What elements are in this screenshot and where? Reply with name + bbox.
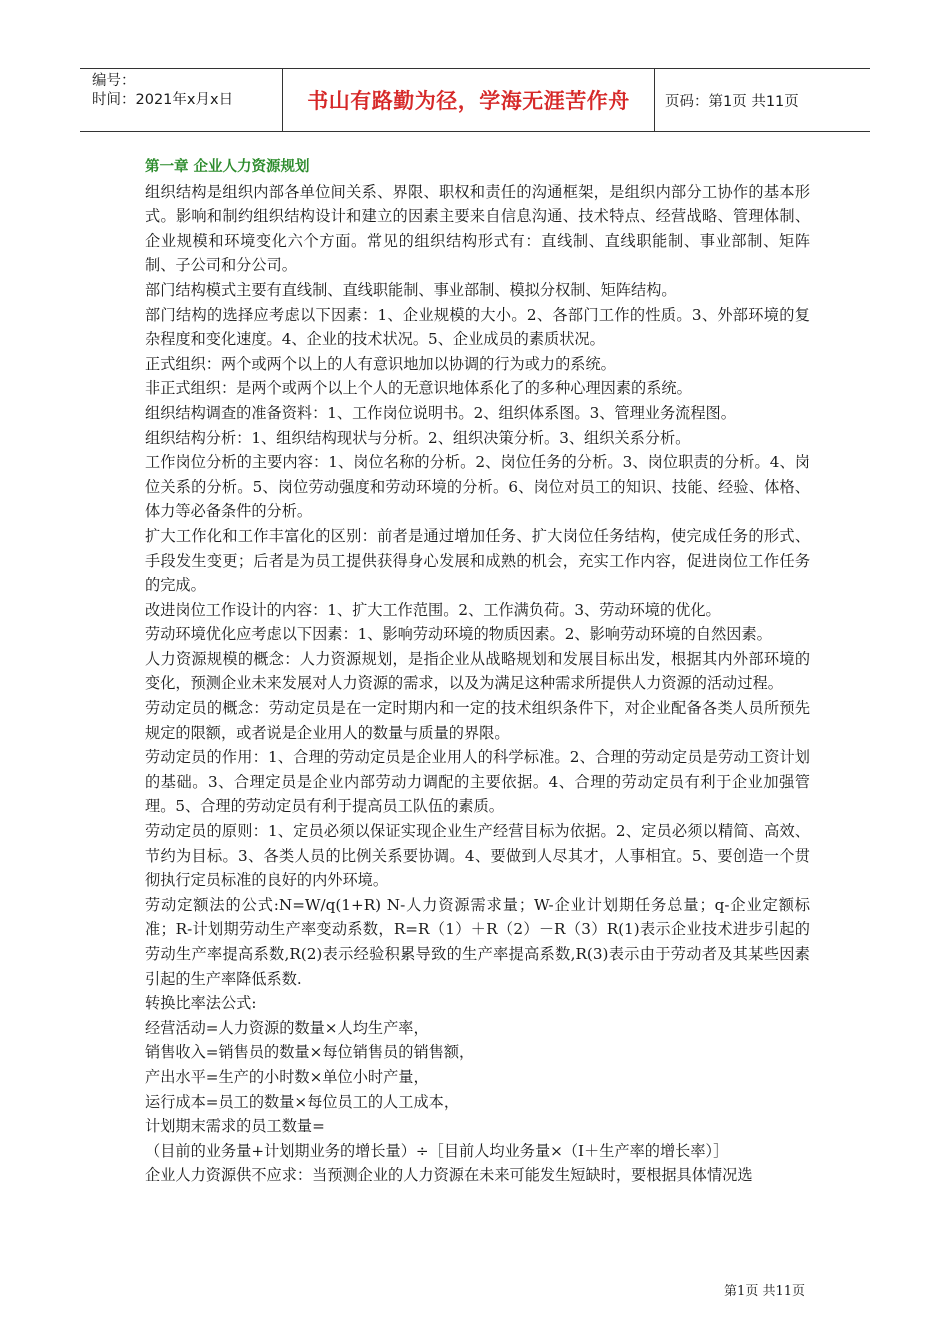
page-header — [80, 68, 870, 132]
paragraph: 转换比率法公式: — [145, 994, 257, 1013]
paragraph: 正式组织：两个或两个以上的人有意识地加以协调的行为或力的系统。 — [145, 354, 616, 373]
paragraph: 计划期末需求的员工数量= — [145, 1117, 325, 1136]
paragraph: 组织结构是组织内部各单位间关系、界限、职权和责任的沟通框架，是组织内部分工协作的基本形式。影响和制约组织结构设计和建立的因素主要来自信息沟通、技术特点、经营战略、管理体制、企业规模和环境变化六个方面。常见的组织结构形式有：直线制、直线职能制、事业部制、矩阵制、子公司和分公司。 — [145, 182, 810, 275]
document-body — [145, 155, 810, 1188]
paragraph: 经营活动=人力资源的数量×人均生产率， — [145, 1018, 429, 1037]
paragraph: 劳动定员的作用：1、合理的劳动定员是企业用人的科学标准。2、合理的劳动定员是劳动工资计划的基础。3、合理定员是企业内部劳动力调配的主要依据。4、合理的劳动定员有利于企业加强管理。5、合理的劳动定员有利于提高员工队伍的素质。 — [145, 748, 810, 816]
paragraph: 产出水平=生产的小时数×单位小时产量， — [145, 1067, 429, 1086]
paragraph: 运行成本=员工的数量×每位员工的人工成本， — [145, 1092, 460, 1111]
page-footer: 第1页 共11页 — [724, 1284, 805, 1299]
paragraph: 销售收入=销售员的数量×每位销售员的销售额， — [145, 1043, 475, 1062]
header-motto: 书山有路勤为径，学海无涯苦作舟 — [282, 69, 655, 131]
paragraph: 劳动环境优化应考虑以下因素：1、影响劳动环境的物质因素。2、影响劳动环境的自然因素。 — [145, 625, 772, 644]
chapter-title: 第一章 企业人力资源规划 — [145, 159, 310, 175]
header-page-label: 页码：第1页 共11页 — [665, 93, 799, 110]
paragraph: 部门结构模式主要有直线制、直线职能制、事业部制、模拟分权制、矩阵结构。 — [145, 280, 677, 299]
paragraph: 劳动定额法的公式:N=W/q(1+R) N-人力资源需求量；W-企业计划期任务总量；q-企业定额标准；R-计划期劳动生产率变动系数，R=R（1）＋R（2）－R（3）R(1)表示企业技术进步引起的劳动生产率提高系数,R(2)表示经验积累导致的生产率提高系数,R(3)表示由于劳动者及其某些因素引起的生产率降低系数. — [145, 895, 810, 988]
paragraph: 组织结构分析：1、组织结构现状与分析。2、组织决策分析。3、组织关系分析。 — [145, 428, 691, 447]
number-label: 编号： — [92, 73, 136, 89]
paragraph: 改进岗位工作设计的内容：1、扩大工作范围。2、工作满负荷。3、劳动环境的优化。 — [145, 600, 721, 619]
paragraph: 非正式组织：是两个或两个以上个人的无意识地体系化了的多种心理因素的系统。 — [145, 379, 692, 398]
paragraph: 扩大工作化和工作丰富化的区别：前者是通过增加任务、扩大岗位任务结构，使完成任务的形式、手段发生变更；后者是为员工提供获得身心发展和成熟的机会，充实工作内容，促进岗位工作任务的完成。 — [145, 526, 810, 595]
paragraph: 劳动定员的原则：1、定员必须以保证实现企业生产经营目标为依据。2、定员必须以精简、高效、节约为目标。3、各类人员的比例关系要协调。4、要做到人尽其才，人事相宜。5、要创造一个贯彻执行定员标准的良好的内外环境。 — [145, 822, 810, 890]
time-label: 时间：2021年x月x日 — [92, 92, 234, 108]
header-meta — [80, 69, 282, 131]
paragraph: 劳动定员的概念：劳动定员是在一定时期内和一定的技术组织条件下，对企业配备各类人员所预先规定的限额，或者说是企业用人的数量与质量的界限。 — [145, 699, 810, 742]
paragraph: 部门结构的选择应考虑以下因素：1、企业规模的大小。2、各部门工作的性质。3、外部环境的复杂程度和变化速度。4、企业的技术状况。5、企业成员的素质状况。 — [145, 305, 810, 349]
paragraph: 企业人力资源供不应求：当预测企业的人力资源在未来可能发生短缺时，要根据具体情况选 — [145, 1166, 753, 1185]
paragraph: 组织结构调查的准备资料：1、工作岗位说明书。2、组织体系图。3、管理业务流程图。 — [145, 403, 736, 422]
paragraph: 人力资源规模的概念：人力资源规划，是指企业从战略规划和发展目标出发，根据其内外部环境的变化，预测企业未来发展对人力资源的需求，以及为满足这种需求所提供人力资源的活动过程。 — [145, 649, 810, 693]
paragraph: （目前的业务量+计划期业务的增长量）÷［目前人均业务量×（Ⅰ＋生产率的增长率）］ — [145, 1141, 729, 1160]
paragraph: 工作岗位分析的主要内容：1、岗位名称的分析。2、岗位任务的分析。3、岗位职责的分析。4、岗位关系的分析。5、岗位劳动强度和劳动环境的分析。6、岗位对员工的知识、技能、经验、体格、体力等必备条件的分析。 — [145, 453, 810, 521]
